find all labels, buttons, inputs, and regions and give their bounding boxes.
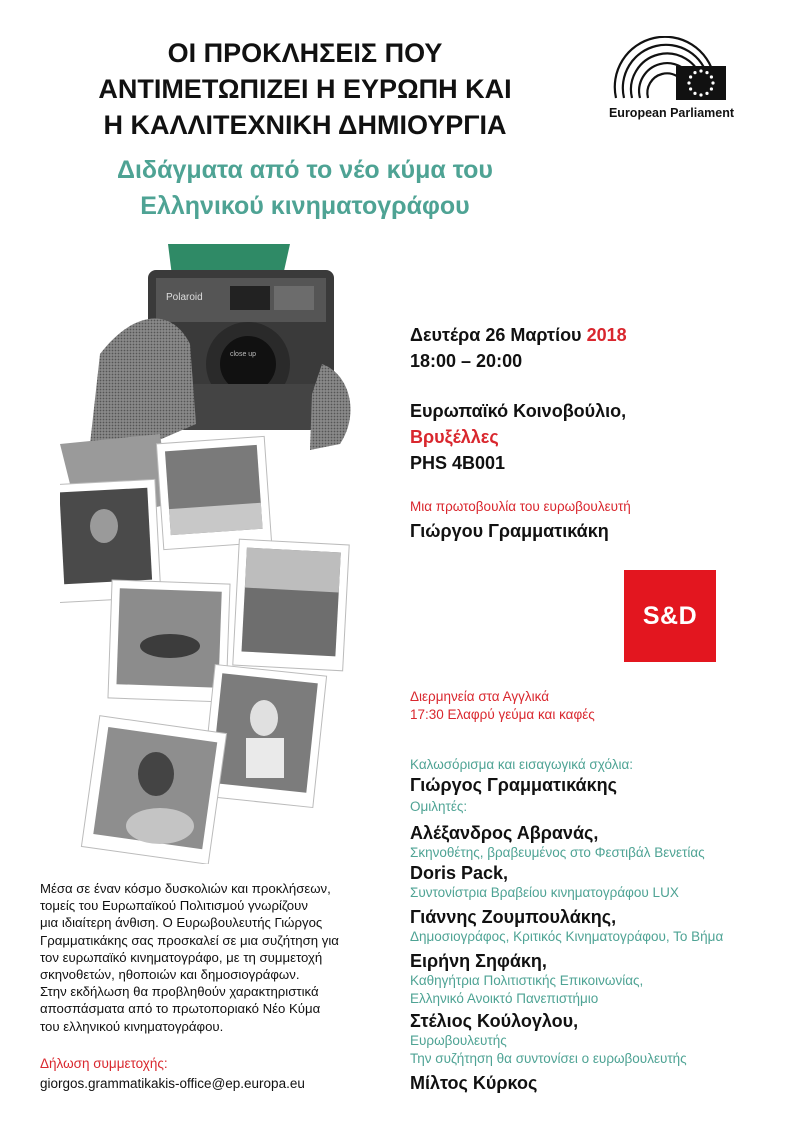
european-parliament-name: European Parliament [608,106,735,120]
photo-beach-scene [156,436,271,549]
description-line: τον ευρωπαϊκό κινηματογράφο, με τη συμμετοχή [40,949,323,965]
welcome-label: Καλωσόρισμα και εισαγωγικά σχόλια: [410,757,634,772]
speaker-role: Ελληνικό Ανοικτό Πανεπιστήμιο [410,991,599,1006]
description-line: Μέσα σε έναν κόσμο δυσκολιών και προκλήσεων, [40,881,331,896]
registration-email-link[interactable]: giorgos.grammatikakis-office@ep.europa.eu [40,1076,305,1091]
speakers-label: Ομιλητές: [410,799,468,814]
camera-photo-collage [60,244,380,864]
speaker-role: Καθηγήτρια Πολιτιστικής Επικοινωνίας, [410,973,644,988]
photo-man-portrait [81,716,226,864]
title-line-2: ΑΝΤΙΜΕΤΩΠΙΖΕΙ Η ΕΥΡΩΠΗ ΚΑΙ [98,74,512,104]
description-line: αποσπάσματα από το πρωτοποριακό Νέο Κύμα [40,1001,321,1017]
description-line: σκηνοθετών, ηθοποιών και δημοσιογράφων. [40,967,300,983]
photo-woman-crawling [108,580,230,702]
description-line: μια ιδιαίτερη άνθιση. Ο Ευρωβουλευτής Γιώργος [40,915,323,931]
camera-model: close up [230,351,257,358]
subtitle-line-1: Διδάγματα από το νέο κύμα του [117,156,493,184]
initiator-name: Γιώργου Γραμματικάκη [410,521,609,541]
event-description [40,880,370,1035]
title-line-1: ΟΙ ΠΡΟΚΛΗΣΕΙΣ ΠΟΥ [167,38,443,68]
description-line: τομείς του Ευρωπαϊκού Πολιτισμού γνωρίζουν [40,898,308,914]
event-time: 18:00 – 20:00 [410,351,523,371]
welcome-speaker: Γιώργος Γραμματικάκης [410,775,617,795]
event-subtitle [40,152,570,224]
moderator-name: Μίλτος Κύρκος [410,1073,538,1093]
speaker-name: Αλέξανδρος Αβρανάς, [410,823,599,843]
speaker-name: Γιάννης Ζουμπουλάκης, [410,907,617,927]
camera-brand: Polaroid [166,292,203,303]
event-date [410,325,627,346]
description-line: Στην εκδήλωση θα προβληθούν χαρακτηριστικά [40,984,319,1000]
speaker-name: Doris Pack, [410,863,509,883]
interpretation-note: Διερμηνεία στα Αγγλικά [410,689,550,704]
speaker-role: Συντονίστρια Βραβείου κινηματογράφου LUX [410,885,679,900]
speaker-role: Σκηνοθέτης, βραβευμένος στο Φεστιβάλ Βενετίας [410,845,705,860]
photo-dancers [233,539,349,671]
event-year: 2018 [586,325,627,345]
initiative-label: Μια πρωτοβουλία του ευρωβουλευτή [410,499,631,514]
hand-left [90,319,196,444]
title-line-3: Η ΚΑΛΛΙΤΕΧΝΙΚΗ ΔΗΜΙΟΥΡΓΙΑ [103,110,507,140]
refreshments-note: 17:30 Ελαφρύ γεύμα και καφές [410,707,595,722]
speaker-name: Στέλιος Κούλογλου, [410,1011,579,1031]
sd-logo: S&D [624,570,716,662]
event-title [40,35,570,143]
description-line: του ελληνικού κινηματογράφου. [40,1018,224,1034]
speaker-role: Δημοσιογράφος, Κριτικός Κινηματογράφου, Το Βήμα [410,929,724,944]
description-line: Γραμματικάκης σας προσκαλεί σε μια συζήτηση για [40,932,339,948]
event-venue: Ευρωπαϊκό Κοινοβούλιο, [410,401,627,421]
event-room: PHS 4B001 [410,453,506,473]
speaker-role: Ευρωβουλευτής [410,1033,507,1048]
speaker-name: Ειρήνη Σηφάκη, [410,951,547,971]
event-date-text: Δευτέρα 26 Μαρτίου [410,325,582,345]
event-city: Βρυξέλλες [410,427,499,447]
subtitle-line-2: Ελληνικού κινηματογράφου [140,192,470,220]
moderator-label: Την συζήτηση θα συντονίσει ο ευρωβουλευτής [410,1051,687,1066]
registration-label: Δήλωση συμμετοχής: [40,1056,168,1071]
